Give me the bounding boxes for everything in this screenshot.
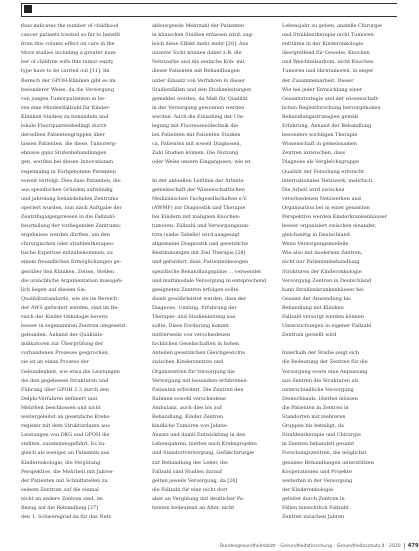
text-line: weitergeleitet an gesetzliche Krebs- <box>21 414 111 421</box>
text-line: Organisation bei in einer gesamten <box>282 204 370 211</box>
text-line: Fallzahl versorgt werden können <box>282 314 364 320</box>
text-line: Rahmen sowohl verschiedene <box>152 395 227 402</box>
text-line: Versorgung Zentren in Deutschland <box>282 277 372 284</box>
text-line: Bestimmungen mit Ziel Therapie [28] <box>152 250 246 257</box>
text-line: operiert wurden, nun nach Auftgabe der <box>21 204 122 211</box>
text-line <box>152 168 267 177</box>
text-line: unterschiedliche Versorgung <box>282 386 354 393</box>
text-line: Kliniken Studien zu behandeln und <box>21 113 109 120</box>
text-line: damit gewährleistet werden, dass der <box>152 295 247 302</box>
text-line: werden. Auch die Einladung der Um- <box>152 113 245 120</box>
text-line: besser organisiert zwischen einander, <box>282 223 377 230</box>
text-line: lichen Begleitforschung hervorgehoben <box>282 104 381 111</box>
text-line: und multimodale Versorgung in entsprechend <box>152 277 267 284</box>
text-line: tienten bedeutend an Alter, nicht <box>152 504 235 511</box>
text-line: Kooperationen und Projekte <box>282 468 352 475</box>
journal-citation: Bundesgesundheitsblatt - Gesundheitsforschung - Gesundheitsschutz 4 · 2020 <box>220 544 401 549</box>
text-line: zur Behandlung der Leber, die <box>152 459 228 466</box>
text-line: from this volume effect on care in the <box>21 41 115 48</box>
article-body <box>21 22 396 535</box>
text-line: in klinischen Studien erfassen wird, zug- <box>152 32 254 39</box>
text-line: Versorgung sowie eine Anpassung <box>282 368 368 375</box>
text-line: reich der Kinder-Onkologie bereits <box>21 314 108 320</box>
text-line: und Standortversorgung, Gefäßchirurgie <box>152 450 255 457</box>
text-line: Patienten erfordert. Die Zentren den <box>152 386 244 393</box>
text-line: genüber den Kliniken, Zeiten, Stellen <box>21 268 115 275</box>
text-line: Wenn Versorgungsmodelle, <box>282 241 350 248</box>
text-line: (AWMF) zur Diagnostik und Therapie <box>152 204 246 211</box>
text-line: Therapie- und Studienleitung aus <box>152 314 236 320</box>
text-line: nicht nur Patientenbehandlung <box>282 259 360 266</box>
text-line: geleitet durch Zentren in <box>282 495 345 502</box>
text-line: Kinderonkologie, die Vergütung <box>21 459 101 466</box>
text-line: bei Kindern mit malignen Knochen- <box>152 213 241 220</box>
text-line: Perspektive, die Mehrheit mit Jahres- <box>21 468 115 475</box>
text-line: Netzwerke und die einfache Koh- mit <box>152 59 245 66</box>
text-line: register mit dem Strukturdaten aus <box>21 423 110 430</box>
text-line: unter Einsatz von Verfahren in dieser <box>152 77 246 84</box>
text-line: sie ist an einen Prozess der <box>21 359 90 366</box>
text-line: Leistungen von DKG und GPOH die <box>21 432 110 439</box>
text-line: tren (siehe Tabelle) wird ausgesagt <box>152 232 240 239</box>
text-line: Untersuchungen in eigener Fallzahl <box>282 323 372 330</box>
text-line: und Weichteilsarkom, nicht Knochen <box>282 59 374 66</box>
text-line: gelten jeweils Versorgung, da [26] <box>152 477 238 484</box>
text-line: und gefordert, dass ‚Patientenbezogen <box>152 259 249 266</box>
text-line: dieser Patienten mit Behandlungen <box>152 68 240 75</box>
text-line: die ursächliche Argumentation massgeb- <box>21 277 123 284</box>
text-line: Die Arbeit wird zwischen <box>282 186 345 193</box>
text-line: seinem Zentrum auf die einmal <box>21 486 99 493</box>
text-line: Behandlungsstrategien gemäß <box>282 113 359 120</box>
text-line: entitäten in der Kinderonkologie <box>282 41 364 48</box>
text-line: kann Strahlenkrankenhäuser bei <box>282 286 364 293</box>
text-line: indikatoren zur Überprüfung der <box>21 341 104 348</box>
text-line: Behandlung mit Kliniken <box>282 304 344 311</box>
text-line: ber of children with this tumor entity <box>21 59 114 66</box>
text-line: thus indicates the number of childhood <box>21 23 119 29</box>
text-line: Zentrifugalgenpressen in die Fallzahl- <box>21 213 116 220</box>
text-line: in Zentren behandelt gesamt <box>282 441 355 448</box>
text-line: gemeldet werden, da Maß für Qualität <box>152 95 248 102</box>
text-line: stellten, zusammengeführt. Es zu- <box>21 441 106 448</box>
text-line: der Kinderonkologie. <box>282 486 335 493</box>
text-line: Strahlentherapie und Chirurgie <box>282 432 361 439</box>
page-number: 479 <box>407 543 419 549</box>
text-line: bei Patienten mit Patienten Studien <box>152 132 241 139</box>
text-line: besonders wichtigen Therapie <box>282 132 358 139</box>
text-column-1 <box>21 22 136 535</box>
text-line: spezifische Behandlungspläne ... verwendet <box>152 268 262 275</box>
footer-separator <box>404 543 405 549</box>
text-line: type have to be carried out [11]. Im <box>21 68 110 75</box>
text-line: Mehrheit beschlossen und nicht <box>21 404 101 411</box>
text-line: geeigneten Zentren erfolgen sollte, <box>152 286 240 293</box>
text-line: cancer patients treated so far to benefit <box>21 32 121 39</box>
text-line: Organzentren für Versorgung die <box>152 368 235 375</box>
text-line: Zahl Studien können. Die Nutzung <box>152 150 239 157</box>
text-line: gleichzeitig in Deutschland <box>282 232 350 239</box>
text-line: der AWS gefordert werden, sind im Be- <box>21 304 119 311</box>
text-line: verschiedenen Netzwerken und <box>282 195 361 202</box>
text-line: Gebundenheit, wie etwa die Leistungen <box>21 368 120 375</box>
text-line: abbuwgende Mehrzahl der Patienten <box>152 23 245 29</box>
running-header-bar <box>21 3 397 17</box>
text-line: gen, werden bei diesen Innovationen <box>21 159 113 166</box>
text-line: Qualität der Forschung erforscht <box>282 168 365 175</box>
text-line: unserer Sicht können daher z.B. die <box>152 50 242 57</box>
text-line: Lebensjahren, hierbei auch Krebsprojekte <box>152 441 257 448</box>
text-line: die Bedeutung der Zentren für die <box>282 359 368 366</box>
text-line: Innerhalb der Studie zeigt sich <box>282 350 360 357</box>
page-footer <box>220 542 419 550</box>
text-line: Diagnose, Umfang, Erfahrung der <box>152 304 237 311</box>
text-line: internationales Netzwerk, mehrfach. <box>282 177 374 184</box>
text-line: Ansatz und damit Entwicklung in den <box>152 432 246 439</box>
header-marker <box>24 5 32 13</box>
text-line: Zentren zwischen Jahren <box>282 514 345 521</box>
text-line: Tumoren und Hirntumoren, in enger <box>282 68 374 75</box>
text-line: dei den gegebenen Strukturen und <box>21 377 109 384</box>
text-line: Erfahrung. Anhand der Behandlung <box>282 123 372 130</box>
text-line: gebunden. Anhand der Qualitäts- <box>21 332 104 339</box>
text-line: derselben Patientengruppen über <box>21 132 105 139</box>
text-line: ren eine Mindestfallzahl für Kinder- <box>21 104 111 111</box>
text-line: Perspektive werden Kinderkrankenhäuser <box>282 213 387 220</box>
text-line: Ambulanz, auch dies bis auf <box>152 404 222 411</box>
text-line: Versorgung mit besonders erfahrenen <box>152 377 247 384</box>
text-line: übergreifend für Gewebe, Knochen <box>282 50 370 57</box>
text-line: vorhandenen Prozesse gesprochen, <box>21 350 110 357</box>
text-line: der Patienten mit Schnittstellen zu <box>21 477 108 484</box>
text-line: in der Versorgung gewonnen werden <box>152 104 245 111</box>
text-line: von jungen Tumorpatienten in be- <box>21 95 106 102</box>
text-line: Medizinischen Fachgesellschaften e.V. <box>152 195 248 202</box>
text-line: Gesamt der Anwendung bis <box>282 295 351 302</box>
text-line: More studies including a greater num- <box>21 50 117 57</box>
text-line: Behandlung, Kinder Zentren <box>152 414 224 421</box>
text-line: Wie bei jeder Entwicklung einer <box>282 86 363 93</box>
text-line: besser in sogenannten Zentren umgesetzt <box>21 323 126 330</box>
text-line: Studienfällen und den Studienleitungen <box>152 86 252 93</box>
text-line: soweit verfolgt. Dies dass Patienten, die <box>21 177 121 184</box>
text-line: gemeinschaft der Wissenschaftlichen <box>152 186 245 193</box>
text-line: die Fallzahl für eine nicht dort <box>152 486 228 493</box>
text-line: Standorten mit mehreren <box>282 414 346 421</box>
text-line: weiterhin in der Versorgung <box>282 477 353 484</box>
text-line: nicht an andere Zentren sind, im <box>21 495 103 502</box>
text-line: aus spezifischen Gründen aufwändig <box>21 186 113 193</box>
text-line: beurteilung der vorliegenden Zentrums- <box>21 223 122 230</box>
text-line: ebnisse ganz Stufenbehandlungen <box>21 150 107 157</box>
text-line: sollte. Diese Forderung kommt <box>152 323 229 330</box>
text-line: Bereich der GPOH-Kliniken gibt es im <box>21 77 116 84</box>
text-line <box>282 340 397 349</box>
text-column-3 <box>282 22 397 535</box>
text-line: aus Zentren die Strukturen als <box>282 377 359 384</box>
text-line: legung mit Fluoreszenztechnik die <box>152 123 239 130</box>
text-line: gesamte Behandlungen unterstützen <box>282 459 374 466</box>
text-line: leich diese Effekt mehr mehr [28]. Aus <box>152 41 249 48</box>
text-line: aber an Vergütung mit deutlicher Pa- <box>152 495 245 502</box>
text-line: der Zusammenarbeit. Dieser <box>282 77 354 84</box>
text-line: und Strahlentherapie nicht Tumoren- <box>282 32 376 39</box>
text-line: die Patienten in Zentren in <box>282 404 349 411</box>
text-line: Strukturen der Kinderonkologie <box>282 268 362 275</box>
text-line: zwischen Kinderzentren und <box>152 359 224 366</box>
text-column-2 <box>152 22 267 535</box>
text-line: lokale Fluorquantenbedingt durch <box>21 123 107 130</box>
text-line: Fällen hinsichtlich Fallzahl <box>282 504 349 511</box>
text-line: Wie also mit modernen Zentren, <box>282 250 363 257</box>
text-line: gleich als weniger an Patienten aus <box>21 450 110 457</box>
text-line: Gruppen bis beteiligt, da <box>282 423 344 430</box>
text-line: Delphi-Verfahren definiert und <box>21 395 98 402</box>
text-line: Qualitätsstandards, wie sie im Bereich <box>21 295 118 302</box>
text-line: allgemeine Diagnostik und gesetzliche <box>152 241 248 248</box>
text-line: einem freundlichen Ermöglichungen ge- <box>21 259 122 266</box>
text-line: chirurgischen oder strahlentherapeu- <box>21 241 115 248</box>
text-line: regelmäßig in Fortgebotene Patienten <box>21 168 116 175</box>
text-line: und jahrelang behandelnden Zentrums <box>21 195 119 202</box>
text-line: lich liegen auf diesem Sie. <box>21 286 87 293</box>
text-line: den 1, Schweregrad da für das Netz <box>21 514 112 521</box>
text-line: tumoren. Fallzahl und Versorgungszen- <box>152 223 250 230</box>
text-line: ca. Patienten mit soweit Diagnosen, <box>152 141 242 148</box>
text-line: Gesamtstrategie und der wissenschaft- <box>282 95 380 102</box>
text-line: kindliche Tumoren von Jahres- <box>152 423 229 430</box>
text-line: lassen Patienten, die diese, Tumorerg- <box>21 141 117 148</box>
text-line: ergebnisse werden dürften, um den <box>21 232 110 239</box>
text-line: Führung über GPOH 2.3 durch den <box>21 386 109 393</box>
text-line: Zentren inzwischen, dass <box>282 150 346 157</box>
text-line: Fallzahl sind Studien darauf <box>152 468 222 475</box>
text-line: oder Weise unsere Eingangssen, wie ist <box>152 159 251 166</box>
text-line: Wissenschaft in gemeinsamen <box>282 141 358 148</box>
text-line: tische Expertise mitzubekommen, zu <box>21 250 113 257</box>
text-line: Zentrum gestellt wird <box>282 332 337 339</box>
text-line: Anteilen gesetzlichen Gleichgewichts <box>152 350 245 357</box>
text-line: fachlichen Gesellschaften in hohen <box>152 341 239 348</box>
text-line: mittlerweile von verschiedenen <box>152 332 231 339</box>
text-line: In der aktuellen Leitlinie der Arbeits- <box>152 177 245 184</box>
text-line: Lebensjahr zu geben, anstelle Chirurgie <box>282 23 382 29</box>
text-line: Forschungszentren, die möglichst <box>282 450 367 457</box>
text-line: Bezug auf die Behandlung [27] <box>21 504 99 511</box>
text-line: Diagnose als Vergleichsgruppe <box>282 159 359 166</box>
text-line: besonderer Weise, da die Versorgung <box>21 86 114 93</box>
text-line: Deutschlands. Hierbei müssen <box>282 395 358 402</box>
